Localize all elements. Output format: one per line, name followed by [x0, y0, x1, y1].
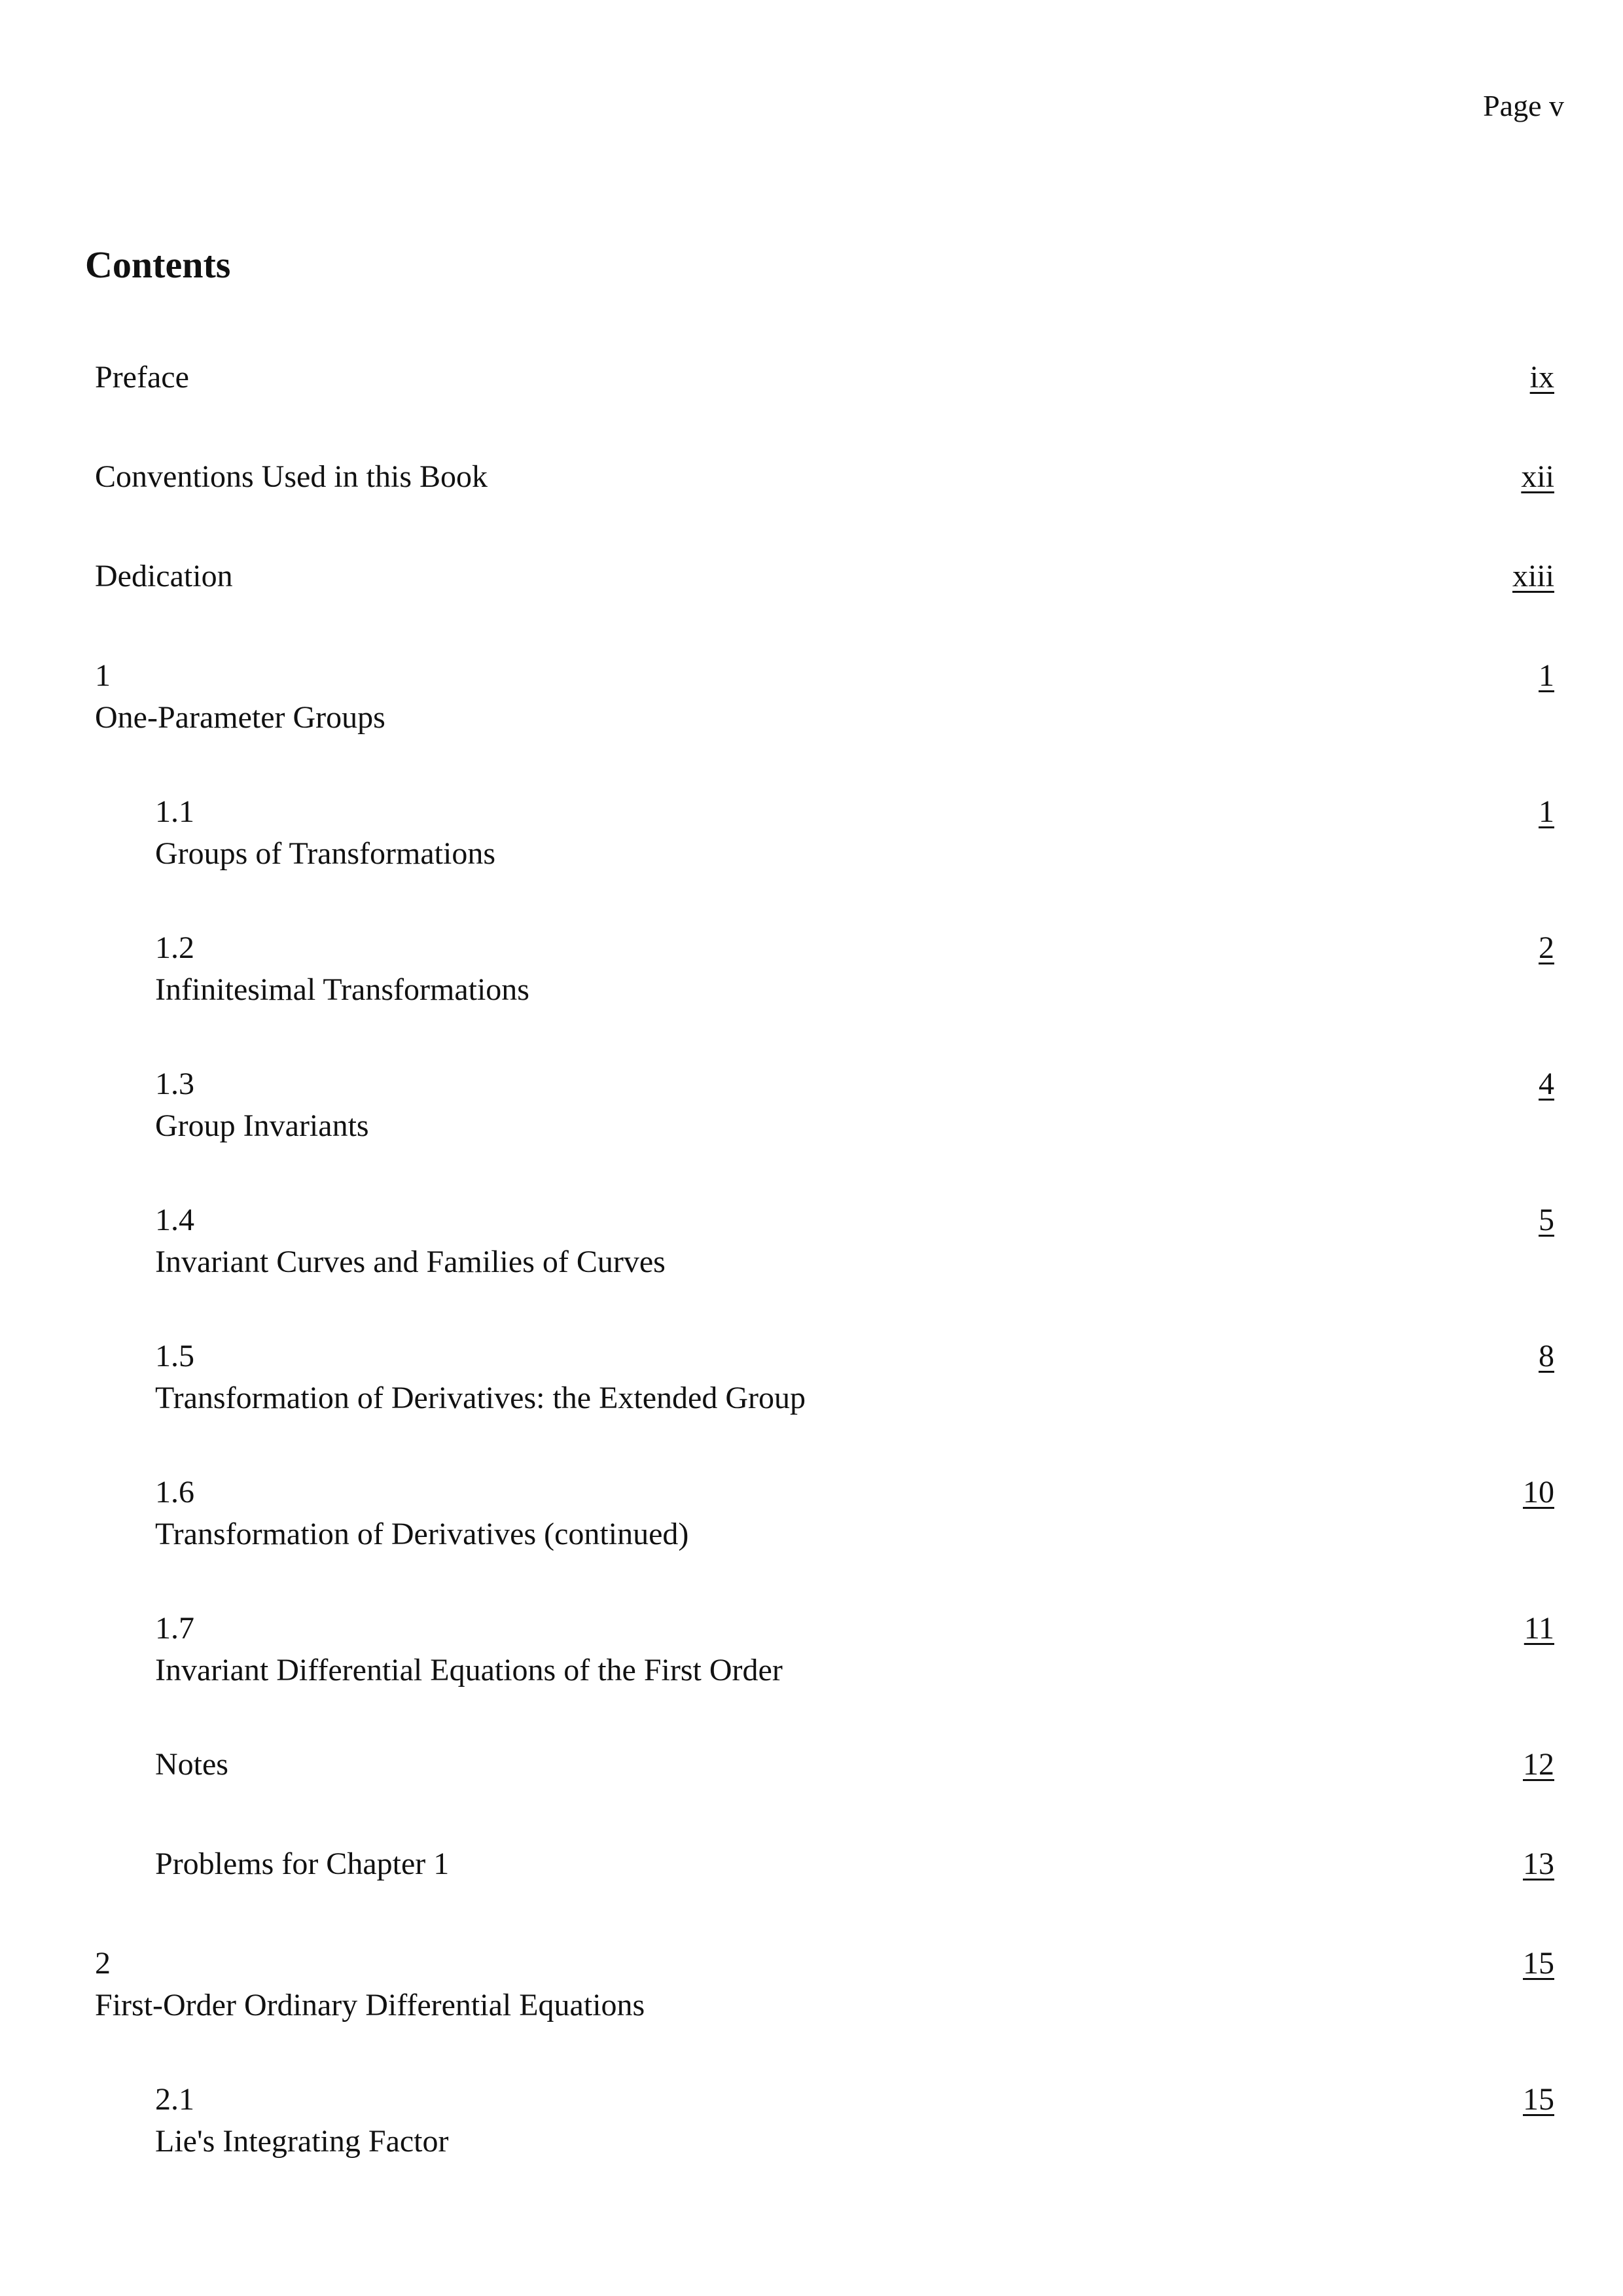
toc-entry-number: 1.1 — [155, 794, 194, 829]
toc-entry-title: Dedication — [95, 559, 233, 593]
toc-page-link[interactable]: 2 — [1539, 930, 1554, 965]
toc-page-link[interactable]: 8 — [1539, 1339, 1554, 1373]
toc-page-link[interactable]: 1 — [1539, 658, 1554, 693]
toc-entry-number: 2 — [95, 1946, 111, 1981]
toc-entry-title: Transformation of Derivatives (continued) — [155, 1517, 689, 1551]
toc-entry-number: 1.2 — [155, 930, 194, 965]
toc-entry-title: One-Parameter Groups — [95, 700, 385, 735]
toc-page-link[interactable]: 15 — [1523, 1946, 1554, 1981]
toc-entry-title: Group Invariants — [155, 1108, 369, 1143]
page-number: Page v — [1483, 89, 1564, 122]
toc-entry-title: Invariant Curves and Families of Curves — [155, 1245, 666, 1279]
toc-entry-number: 1.3 — [155, 1067, 194, 1101]
toc-page-link[interactable]: 4 — [1539, 1067, 1554, 1101]
toc-entry-title: Invariant Differential Equations of the First Order — [155, 1653, 783, 1687]
toc-page-link[interactable]: 13 — [1523, 1846, 1554, 1881]
toc-entry-number: 1.7 — [155, 1611, 194, 1646]
toc-entry-number: 1 — [95, 658, 111, 693]
toc-page-link[interactable]: 5 — [1539, 1203, 1554, 1237]
toc-entry-title: Lie's Integrating Factor — [155, 2124, 449, 2159]
toc-entry-title: Transformation of Derivatives: the Extended Group — [155, 1381, 806, 1415]
toc-entry-title: Infinitesimal Transformations — [155, 972, 529, 1007]
toc-page-link[interactable]: 10 — [1523, 1475, 1554, 1510]
toc-entry-title: Problems for Chapter 1 — [155, 1846, 450, 1881]
toc-page-link[interactable]: xii — [1521, 459, 1554, 494]
toc-entry-number: 1.5 — [155, 1339, 194, 1373]
page-title: Contents — [85, 243, 231, 286]
toc-entry-title: Conventions Used in this Book — [95, 459, 488, 494]
toc-entry-title: Groups of Transformations — [155, 836, 496, 871]
toc-page-link[interactable]: ix — [1529, 360, 1554, 395]
toc-page-link[interactable]: 12 — [1523, 1747, 1554, 1782]
toc-page-link[interactable]: xiii — [1512, 559, 1554, 593]
toc-entry-title: Preface — [95, 360, 189, 395]
toc-entry-number: 1.4 — [155, 1203, 194, 1237]
toc-entry-title: First-Order Ordinary Differential Equations — [95, 1988, 645, 2022]
toc-page-link[interactable]: 1 — [1539, 794, 1554, 829]
toc-page-link[interactable]: 11 — [1524, 1611, 1554, 1646]
toc-entry-title: Notes — [155, 1747, 228, 1782]
toc-entry-number: 1.6 — [155, 1475, 194, 1510]
toc-entry-number: 2.1 — [155, 2082, 194, 2117]
toc-page-link[interactable]: 15 — [1523, 2082, 1554, 2117]
